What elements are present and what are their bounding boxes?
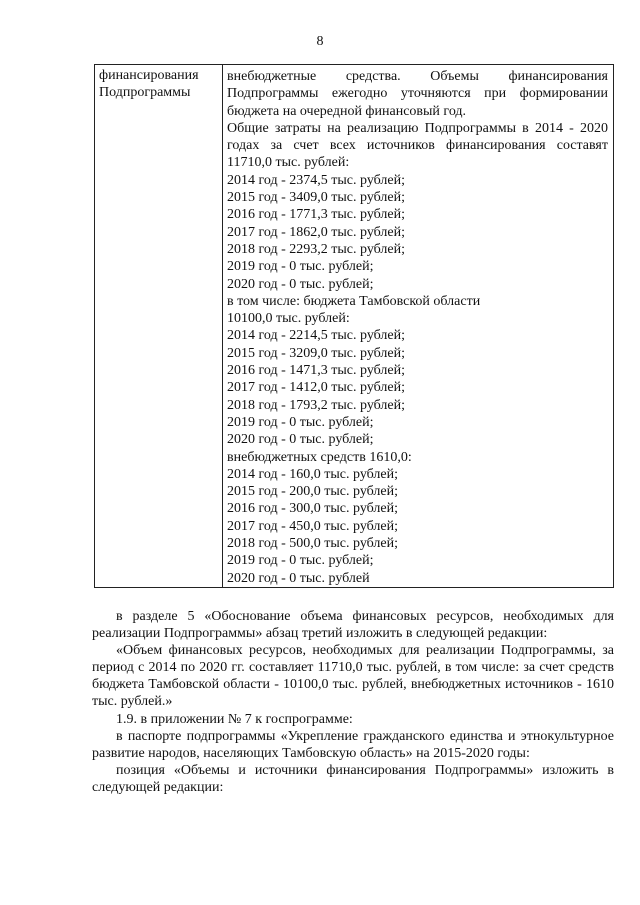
year-line: 2014 год - 2214,5 тыс. рублей; [227, 328, 406, 344]
year-line: 2019 год - 0 тыс. рублей; [227, 259, 374, 275]
paragraph-position: позиция «Объемы и источники финансирования Подпрограммы» изложить в следующей редакции: [92, 762, 614, 795]
table-value-cell [223, 65, 613, 587]
financing-table [94, 64, 614, 588]
regional-budget-heading: в том числе: бюджета Тамбовской области [227, 293, 481, 309]
paragraph-quote: «Объем финансовых ресурсов, необходимых для реализации Подпрограммы, за период с 2014 по 2020 гг. составляет 11710,0 тыс. рублей, в том числе: за счет средств бюджета Тамбовской области - 10100,0 тыс. рублей, внебюджетных источников - 1610 тыс. рублей.» [92, 643, 614, 710]
year-line: 2014 год - 160,0 тыс. рублей; [227, 466, 399, 482]
regional-budget-total: 10100,0 тыс. рублей: [227, 311, 350, 327]
year-line: 2020 год - 0 тыс. рублей; [227, 276, 374, 292]
year-line: 2019 год - 0 тыс. рублей; [227, 414, 374, 430]
paragraph-passport: в паспорте подпрограммы «Укрепление гражданского единства и этнокультурное развитие народов, населяющих Тамбовскую область» на 2015-2020 годы: [92, 728, 614, 761]
total-costs-text: Общие затраты на реализацию Подпрограммы в 2014 - 2020 годах за счет всех источников финансирования составят 11710,0 тыс. рублей: [227, 120, 608, 171]
row-label-line: финансирования [99, 68, 199, 83]
extrabudgetary-heading: внебюджетных средств 1610,0: [227, 449, 412, 465]
year-line: 2017 год - 450,0 тыс. рублей; [227, 518, 399, 534]
year-line: 2020 год - 0 тыс. рублей [227, 570, 370, 586]
year-line: 2018 год - 500,0 тыс. рублей; [227, 536, 399, 552]
funding-note: внебюджетные средства. Объемы финансирования Подпрограммы ежегодно уточняются при формировании бюджета на очередной финансовый год. [227, 69, 608, 119]
year-line: 2015 год - 3409,0 тыс. рублей; [227, 190, 406, 206]
year-line: 2018 год - 2293,2 тыс. рублей; [227, 241, 406, 257]
year-line: 2015 год - 3209,0 тыс. рублей; [227, 345, 406, 361]
year-line: 2017 год - 1412,0 тыс. рублей; [227, 380, 406, 396]
paragraph-item-1-9: 1.9. в приложении № 7 к госпрограмме: [116, 711, 353, 727]
year-line: 2016 год - 1771,3 тыс. рублей; [227, 207, 406, 223]
year-line: 2019 год - 0 тыс. рублей; [227, 553, 374, 569]
table-row-label-cell [95, 65, 223, 587]
year-line: 2014 год - 2374,5 тыс. рублей; [227, 172, 406, 188]
year-line: 2018 год - 1793,2 тыс. рублей; [227, 397, 406, 413]
body-text [92, 608, 614, 796]
year-line: 2016 год - 1471,3 тыс. рублей; [227, 363, 406, 379]
page-number: 8 [316, 34, 324, 49]
year-line: 2016 год - 300,0 тыс. рублей; [227, 501, 399, 517]
year-line: 2017 год - 1862,0 тыс. рублей; [227, 224, 406, 240]
year-line: 2020 год - 0 тыс. рублей; [227, 432, 374, 448]
paragraph-section5: в разделе 5 «Обоснование объема финансовых ресурсов, необходимых для реализации Подпрограммы» абзац третий изложить в следующей редакции: [92, 609, 614, 642]
year-line: 2015 год - 200,0 тыс. рублей; [227, 484, 399, 500]
row-label-line: Подпрограммы [99, 84, 191, 100]
